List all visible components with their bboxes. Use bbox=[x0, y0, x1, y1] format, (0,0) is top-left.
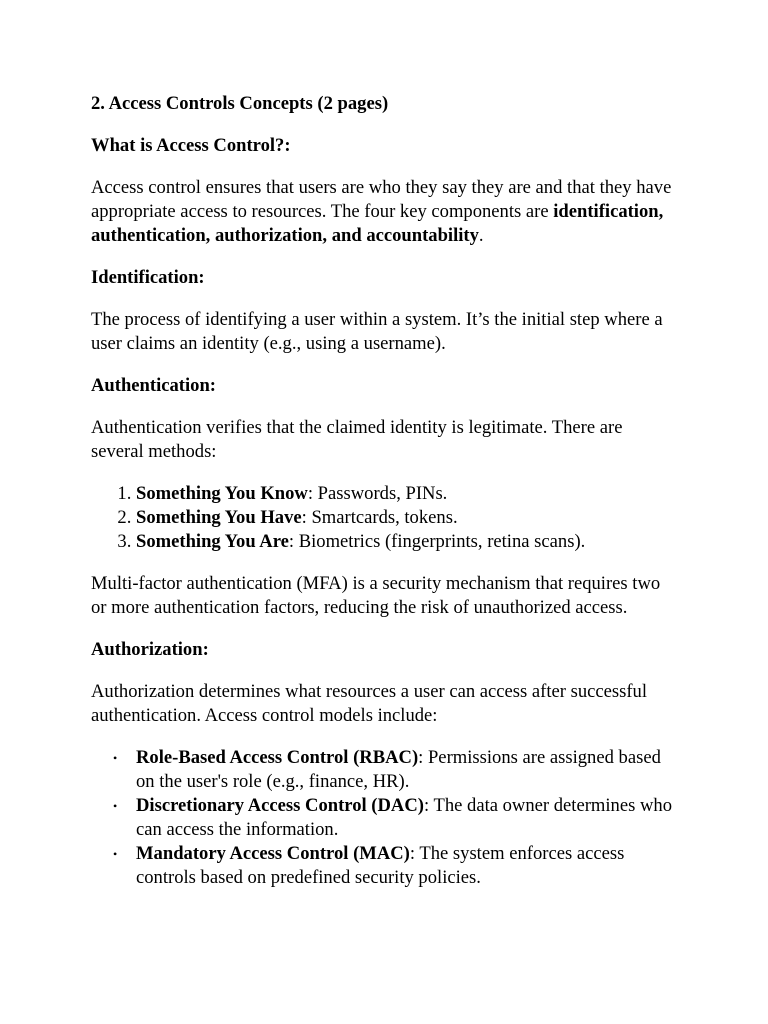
list-item bbox=[113, 842, 678, 890]
method-description: : Biometrics (fingerprints, retina scans). bbox=[288, 531, 586, 552]
what-is-access-control-paragraph bbox=[91, 176, 678, 248]
method-name: Something You Are bbox=[136, 531, 289, 552]
bullet-icon: • bbox=[113, 751, 118, 765]
method-description: : Passwords, PINs. bbox=[307, 483, 448, 504]
method-description: : Smartcards, tokens. bbox=[301, 507, 458, 528]
authentication-methods-list bbox=[91, 482, 678, 554]
model-name: Role-Based Access Control (RBAC) bbox=[136, 747, 419, 768]
authorization-heading: Authorization: bbox=[91, 639, 209, 660]
key-components-bold: identification, authentication, authorization, and accountability bbox=[91, 201, 664, 246]
method-name: Something You Know bbox=[136, 483, 308, 504]
list-item bbox=[136, 506, 678, 530]
model-description: : The system enforces access controls based on predefined security policies. bbox=[136, 843, 625, 888]
method-name: Something You Have bbox=[136, 507, 302, 528]
model-description: : The data owner determines who can access the information. bbox=[136, 795, 672, 840]
bullet-icon: • bbox=[113, 847, 118, 861]
authorization-paragraph: Authorization determines what resources a user can access after successful authentication. Access control models include: bbox=[91, 681, 648, 726]
what-text-end: . bbox=[478, 225, 484, 246]
list-item bbox=[113, 794, 678, 842]
identification-heading: Identification: bbox=[91, 267, 205, 288]
bullet-icon: • bbox=[113, 799, 118, 813]
section-title: 2. Access Controls Concepts (2 pages) bbox=[91, 93, 389, 114]
identification-paragraph: The process of identifying a user within a system. It’s the initial step where a user claims an identity (e.g., using a username). bbox=[91, 309, 663, 354]
model-name: Mandatory Access Control (MAC) bbox=[136, 843, 410, 864]
access-control-models-list bbox=[91, 746, 678, 890]
model-description: : Permissions are assigned based on the user's role (e.g., finance, HR). bbox=[136, 747, 661, 792]
mfa-paragraph: Multi-factor authentication (MFA) is a security mechanism that requires two or more authentication factors, reducing the risk of unauthorized access. bbox=[91, 573, 661, 618]
list-item bbox=[136, 482, 678, 506]
authentication-heading: Authentication: bbox=[91, 375, 216, 396]
model-name: Discretionary Access Control (DAC) bbox=[136, 795, 424, 816]
authentication-paragraph: Authentication verifies that the claimed identity is legitimate. There are several methods: bbox=[91, 417, 623, 462]
what-text-plain: Access control ensures that users are who they say they are and that they have appropriate access to resources. The four key components are bbox=[91, 177, 672, 222]
list-item bbox=[136, 530, 678, 554]
list-item bbox=[113, 746, 678, 794]
what-is-access-control-heading: What is Access Control?: bbox=[91, 135, 291, 156]
